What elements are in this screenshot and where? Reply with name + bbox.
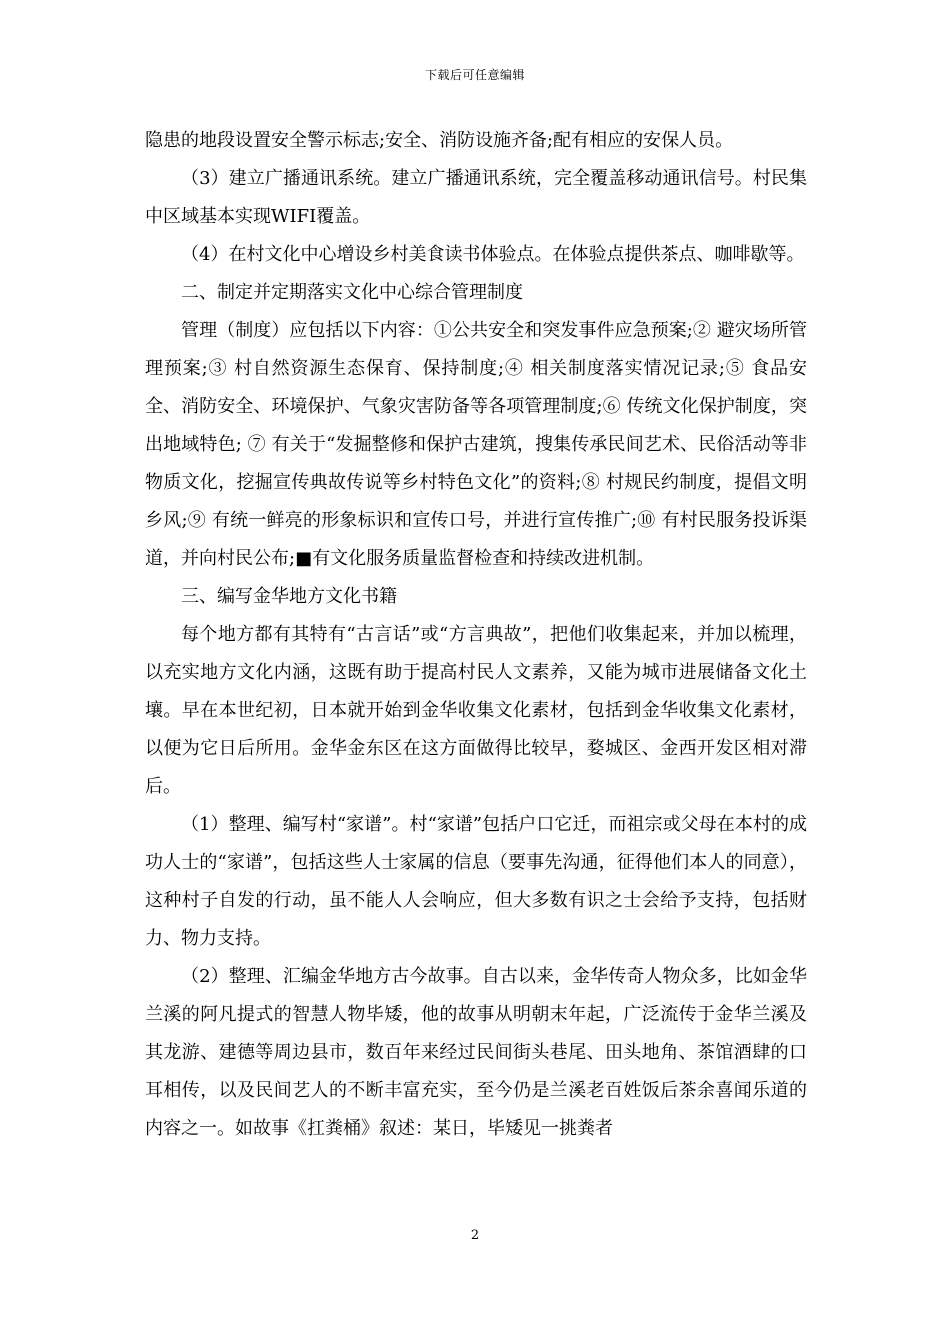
section-heading: 三、编写金华地方文化书籍 (181, 586, 397, 607)
paragraph: （1）整理、编写村“家谱”。村“家谱”包括户口它迁，而祖宗或父母在本村的成功人士的“家谱”，包括这些人士家属的信息（要事先沟通，征得他们本人的同意），这种村子自发的行动，虽不能人人会响应，但大多数有识之士会给予支持，包括财力、物力支持。 (145, 814, 807, 949)
section-heading: 二、制定并定期落实文化中心综合管理制度 (181, 282, 523, 303)
document-body (145, 122, 807, 1148)
paragraph: （4）在村文化中心增设乡村美食读书体验点。在体验点提供茶点、咖啡歇等。 (181, 244, 805, 265)
paragraph: （2）整理、汇编金华地方古今故事。自古以来，金华传奇人物众多，比如金华兰溪的阿凡提式的智慧人物毕矮，他的故事从明朝末年起，广泛流传于金华兰溪及其龙游、建德等周边县市，数百年来经过民间街头巷尾、田头地角、茶馆酒肆的口耳相传，以及民间艺人的不断丰富充实，至今仍是兰溪老百姓饭后茶余喜闻乐道的内容之一。如故事《扛粪桶》叙述：某日，毕矮见一挑粪者 (145, 966, 807, 1139)
paragraph: （3）建立广播通讯系统。建立广播通讯系统，完全覆盖移动通讯信号。村民集中区域基本实现WIFI覆盖。 (145, 168, 807, 227)
paragraph: 隐患的地段设置安全警示标志;安全、消防设施齐备;配有相应的安保人员。 (145, 130, 734, 151)
paragraph: 管理（制度）应包括以下内容：①公共安全和突发事件应急预案;② 避灾场所管理预案;③ 村自然资源生态保育、保持制度;④ 相关制度落实情况记录;⑤ 食品安全、消防安全、环境保护、气象灾害防备等各项管理制度;⑥ 传统文化保护制度，突出地域特色; ⑦ 有关于“发掘整修和保护古建筑，搜集传承民间艺术、民俗活动等非物质文化，挖掘宣传典故传说等乡村特色文化”的资料;⑧ 村规民约制度，提倡文明乡风;⑨ 有统一鲜亮的形象标识和宣传口号，并进行宣传推广;⑩ 有村民服务投诉渠道，并向村民公布;■有文化服务质量监督检查和持续改进机制。 (145, 320, 807, 569)
paragraph: 每个地方都有其特有“古言话”或“方言典故”，把他们收集起来，并加以梳理，以充实地方文化内涵，这既有助于提高村民人文素养，又能为城市进展储备文化土壤。早在本世纪初，日本就开始到金华收集文化素材，包括到金华收集文化素材，以便为它日后所用。金华金东区在这方面做得比较早，婺城区、金西开发区相对滞后。 (145, 624, 807, 797)
page-number: 2 (470, 1228, 480, 1243)
page-header: 下载后可任意编辑 (424, 68, 525, 82)
